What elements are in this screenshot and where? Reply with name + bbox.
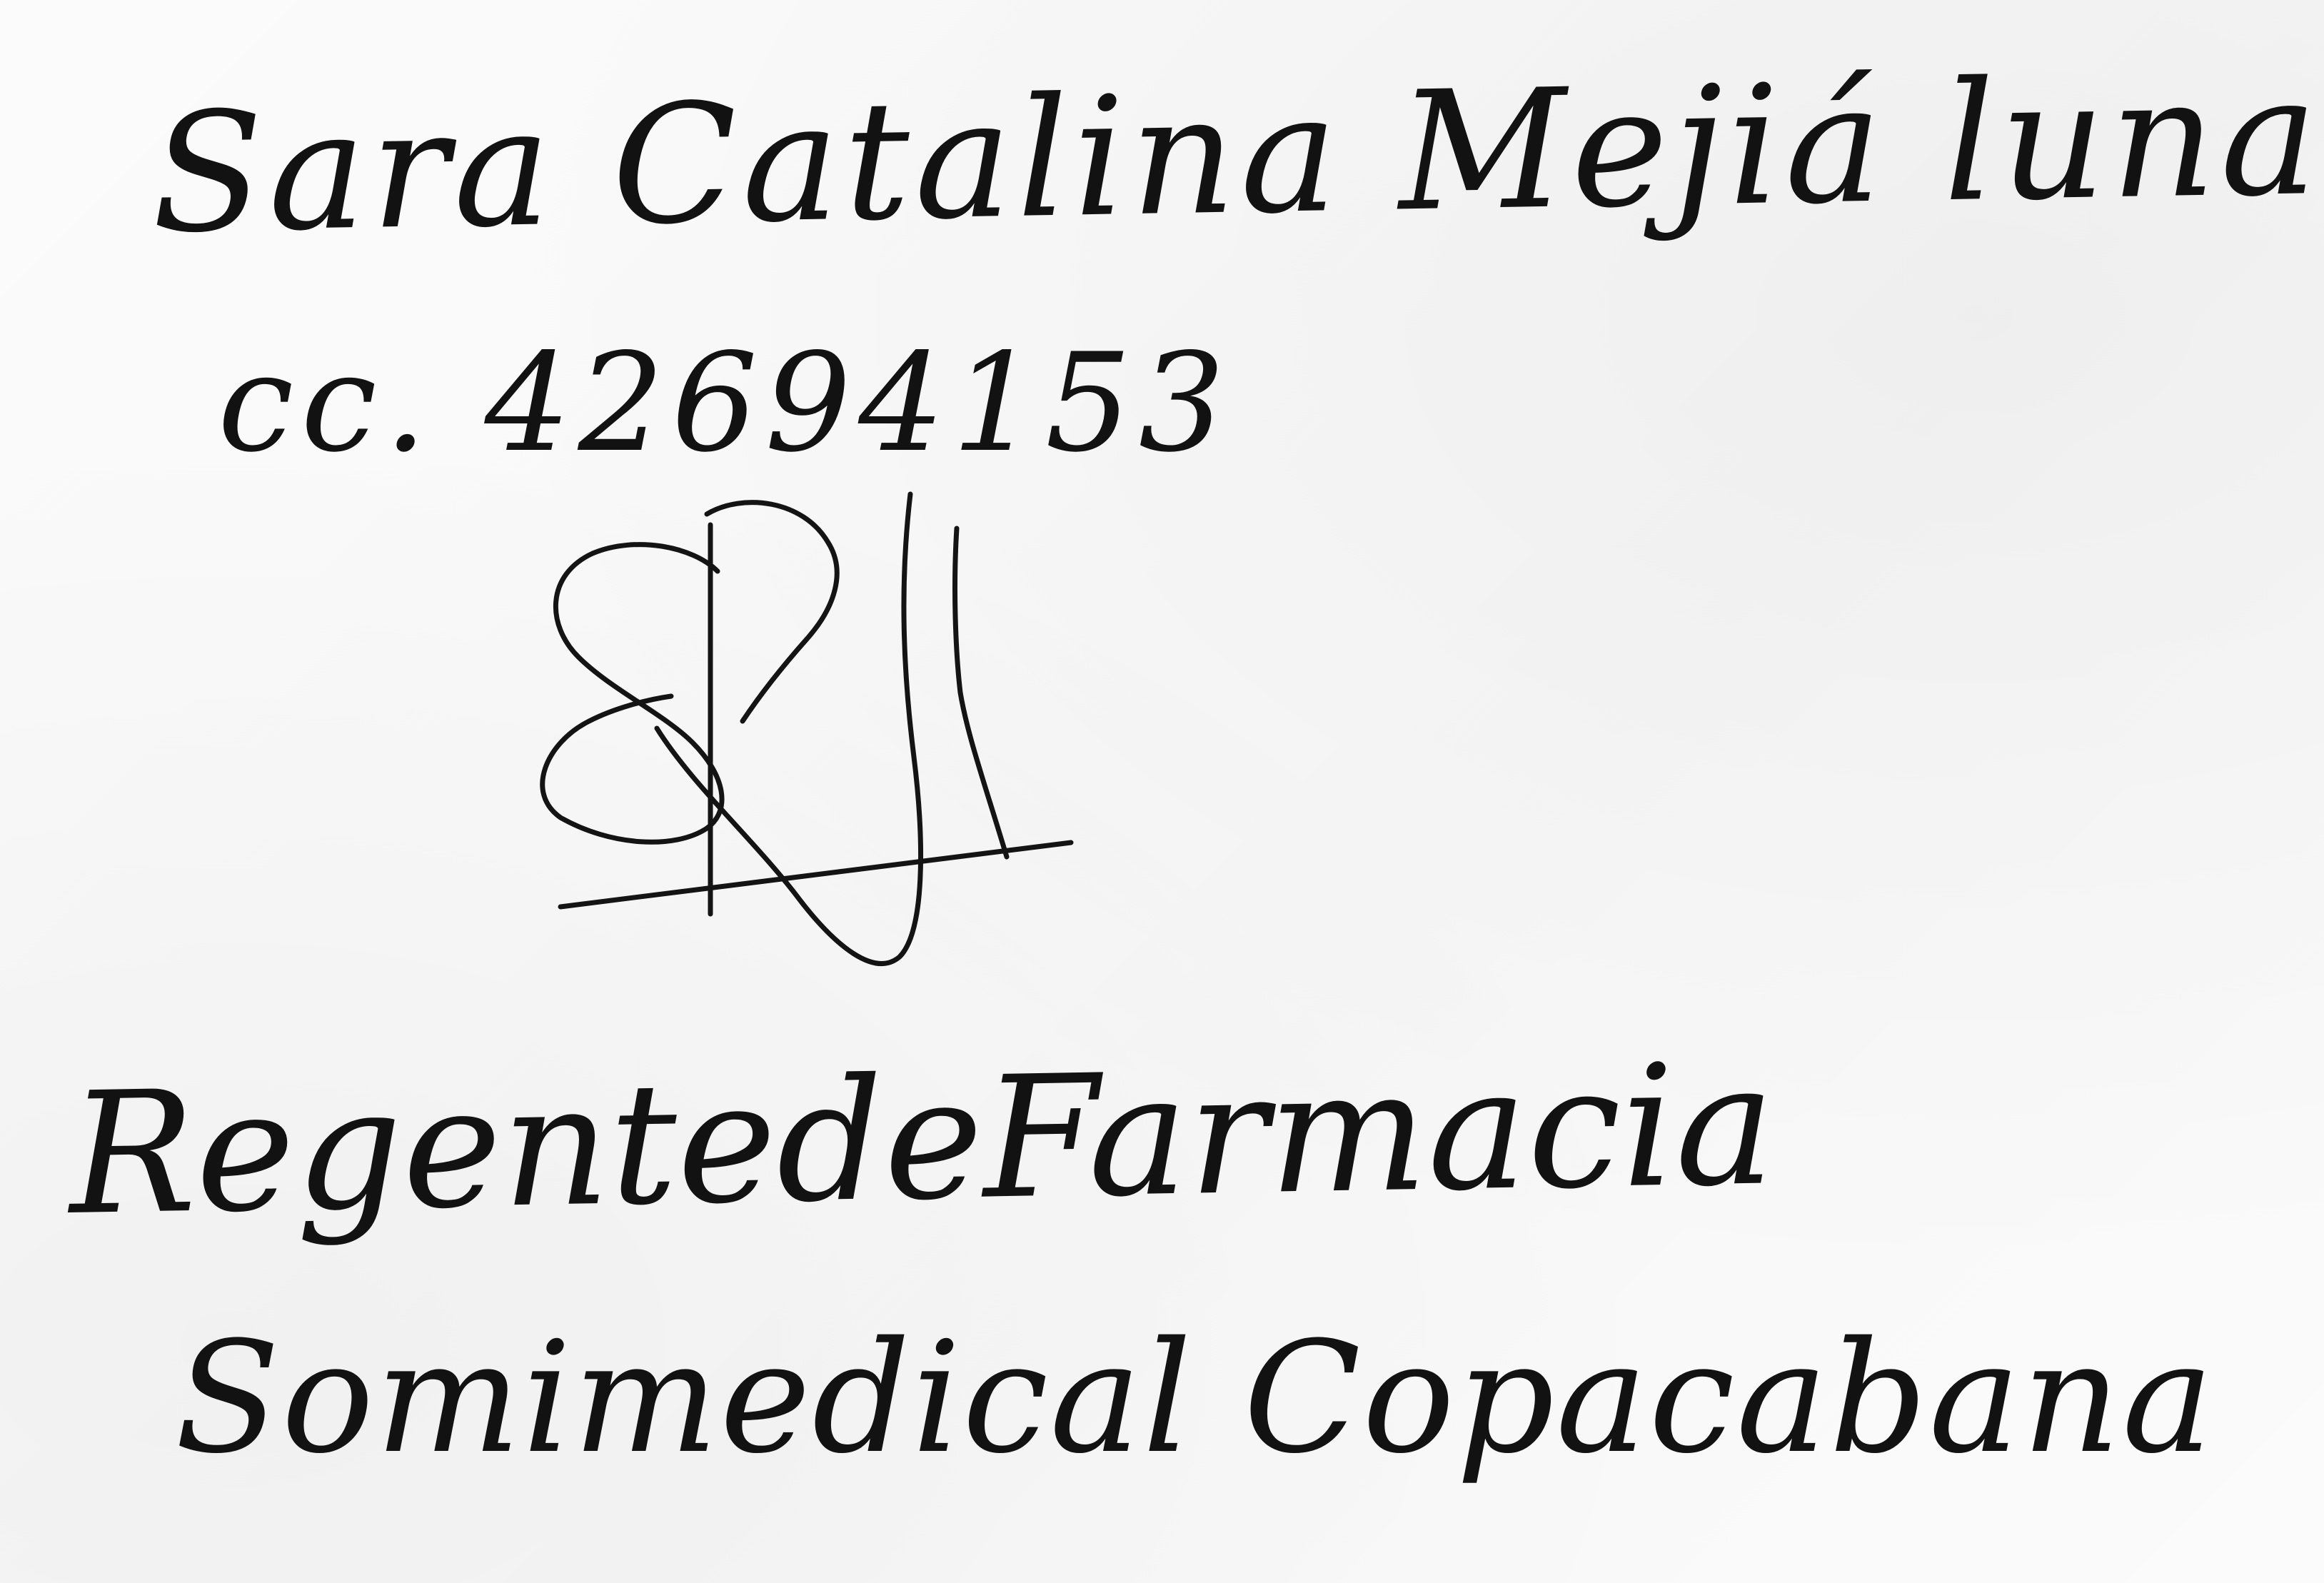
signature-ascender (955, 528, 1007, 857)
id-number: cc. 42694153 (218, 324, 1232, 482)
signature-image (528, 486, 1085, 985)
signature-loop (543, 545, 722, 843)
signature-base-line (560, 843, 1071, 907)
full-name: Sara Catalina Mejiá luna (149, 41, 2324, 270)
signature-heart-stroke (707, 503, 837, 721)
signature-middle-stroke (657, 494, 921, 963)
job-title: RegentedeFarmacia (67, 1027, 1777, 1252)
workplace-name: Somimedical Copacabana (175, 1308, 2215, 1487)
